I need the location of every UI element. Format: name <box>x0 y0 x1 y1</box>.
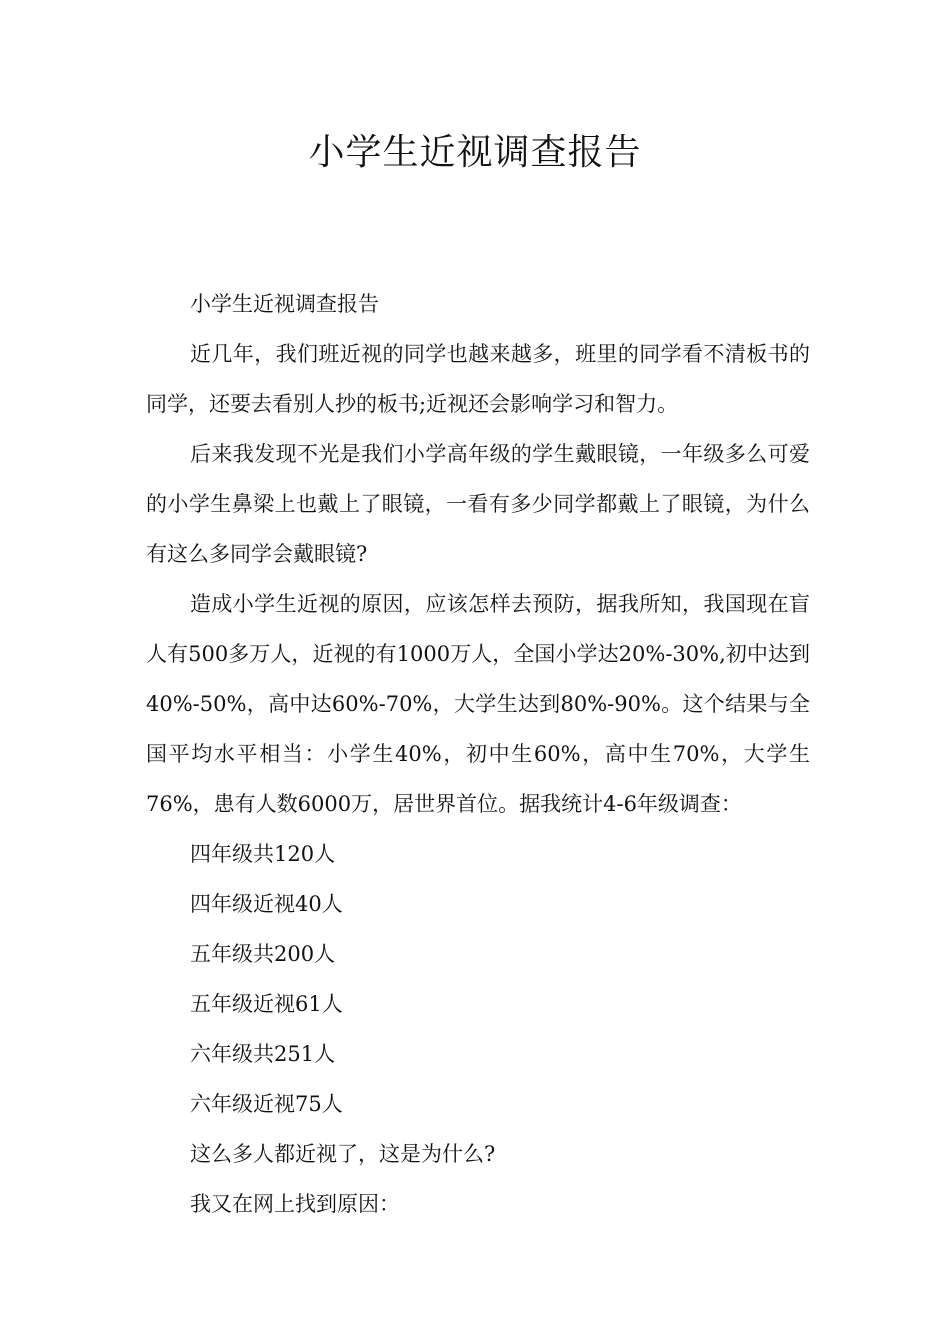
document-title: 小学生近视调查报告 <box>308 132 642 173</box>
stat-line: 六年级共251人 <box>190 1042 336 1066</box>
stat-line: 六年级近视75人 <box>190 1092 343 1116</box>
document-body <box>146 279 810 1229</box>
paragraph: 我又在网上找到原因： <box>190 1192 400 1216</box>
paragraph: 造成小学生近视的原因，应该怎样去预防，据我所知，我国现在盲人有500多万人，近视的有1000万人，全国小学达20%-30%,初中达到40%-50%，高中达60%-70%，大学生达到80%-90%。这个结果与全国平均水平相当：小学生40%，初中生60%，高中生70%，大学生76%，患有人数6000万，居世界首位。据我统计4-6年级调查： <box>146 592 810 816</box>
stat-line: 四年级共120人 <box>190 842 336 866</box>
stat-line: 五年级共200人 <box>190 942 336 966</box>
paragraph-heading: 小学生近视调查报告 <box>190 292 379 316</box>
paragraph: 后来我发现不光是我们小学高年级的学生戴眼镜，一年级多么可爱的小学生鼻梁上也戴上了眼镜，一看有多少同学都戴上了眼镜，为什么有这么多同学会戴眼镜? <box>146 442 810 566</box>
stat-line: 四年级近视40人 <box>190 892 343 916</box>
stat-line: 五年级近视61人 <box>190 992 343 1016</box>
paragraph: 这么多人都近视了，这是为什么? <box>190 1142 496 1166</box>
paragraph: 近几年，我们班近视的同学也越来越多，班里的同学看不清板书的同学，还要去看别人抄的板书;近视还会影响学习和智力。 <box>146 342 810 416</box>
